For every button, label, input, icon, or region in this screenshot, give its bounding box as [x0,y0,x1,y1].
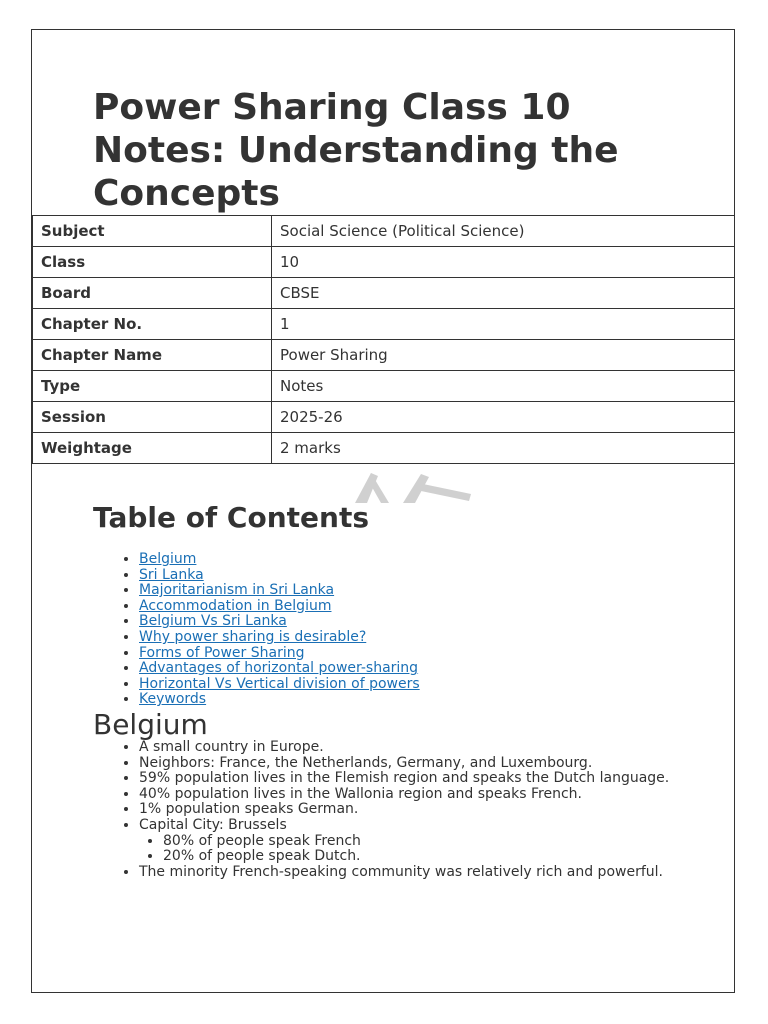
toc-link-belgium[interactable]: Belgium [139,551,197,567]
toc-heading: Table of Contents [93,501,370,534]
toc-link-horizontal-vs-vertical[interactable]: Horizontal Vs Vertical division of powers [139,675,420,692]
table-key: Weightage [33,433,272,464]
table-key: Type [33,371,272,402]
belgium-points [93,740,739,880]
table-key: Chapter No. [33,309,272,340]
capital-subpoints [139,834,739,865]
info-table [32,215,735,464]
table-value: Notes [272,371,735,402]
sub-list-item: • 20% of people speak Dutch. [163,849,739,865]
toc-link-accommodation[interactable]: Accommodation in Belgium [139,597,332,614]
table-key: Subject [33,216,272,247]
table-value: CBSE [272,278,735,309]
toc-item [139,692,420,708]
table-value: Social Science (Political Science) [272,216,735,247]
toc-item [139,661,420,677]
watermark-graphic [345,470,475,504]
list-item: • Neighbors: France, the Netherlands, Germany, and Luxembourg. [139,756,739,772]
toc-item [139,646,420,662]
toc-link-sri-lanka[interactable]: Sri Lanka [139,566,204,583]
table-value: 1 [272,309,735,340]
section-heading-belgium: Belgium [93,708,208,741]
watermark [345,470,475,504]
list-item: • 1% population speaks German. [139,802,739,818]
table-value: Power Sharing [272,340,735,371]
table-row [33,371,735,402]
table-value: 2 marks [272,433,735,464]
table-key: Class [33,247,272,278]
toc-link-majoritarianism[interactable]: Majoritarianism in Sri Lanka [139,582,335,599]
table-row [33,433,735,464]
toc-item [139,599,420,615]
list-item: • A small country in Europe. [139,740,739,756]
table-row [33,309,735,340]
toc-link-belgium-vs-sri-lanka[interactable]: Belgium Vs Sri Lanka [139,613,287,630]
page-title: Power Sharing Class 10 Notes: Understanding the Concepts [93,87,619,214]
capital-city-text: Capital City: Brussels [139,816,287,833]
table-key: Session [33,402,272,433]
list-item: • 40% population lives in the Wallonia region and speaks French. [139,787,739,803]
list-item [139,818,739,865]
toc-item [139,677,420,693]
toc-list [93,552,420,708]
toc-link-forms[interactable]: Forms of Power Sharing [139,644,305,661]
sub-list-item: • 80% of people speak French [163,834,739,850]
table-key: Chapter Name [33,340,272,371]
toc-item [139,568,420,584]
table-row [33,340,735,371]
toc-item [139,614,420,630]
table-key: Board [33,278,272,309]
table-value: 10 [272,247,735,278]
table-row [33,402,735,433]
table-row [33,216,735,247]
table-row [33,247,735,278]
toc-link-keywords[interactable]: Keywords [139,691,207,708]
toc-link-advantages[interactable]: Advantages of horizontal power-sharing [139,660,419,677]
table-row [33,278,735,309]
toc-item [139,630,420,646]
list-item: • The minority French-speaking community was relatively rich and powerful. [139,865,739,881]
toc-item [139,583,420,599]
toc-link-why-desirable[interactable]: Why power sharing is desirable? [139,628,367,645]
list-item: • 59% population lives in the Flemish region and speaks the Dutch language. [139,771,739,787]
toc-item [139,552,420,568]
table-value: 2025-26 [272,402,735,433]
